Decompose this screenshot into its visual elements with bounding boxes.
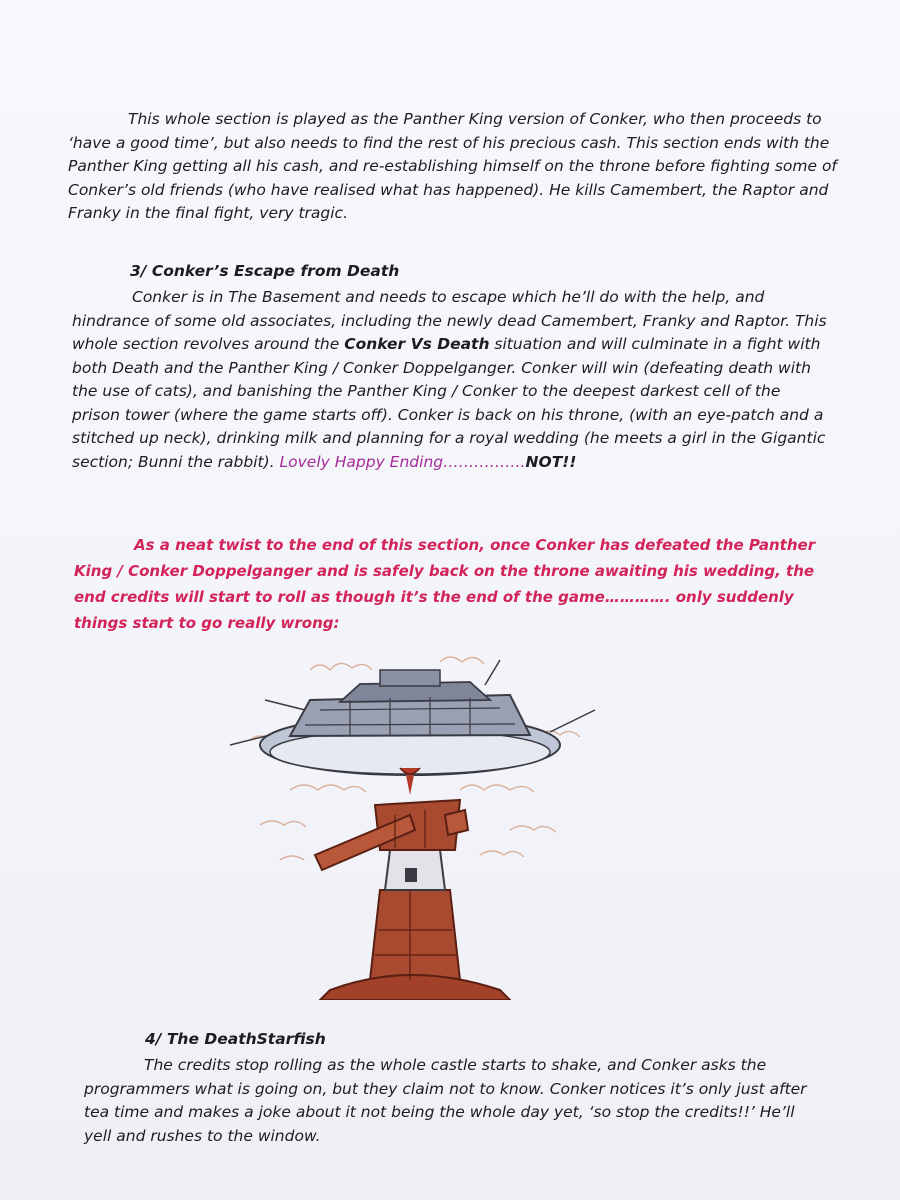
twist-paragraph: As a neat twist to the end of this section, once Conker has defeated the Panther King / Conker Doppelganger and is safely back on the throne awaiting his wedding, the end credits will start to roll as though it’s the end of the game…………. only suddenly things start to go really wrong: xyxy=(74,536,816,632)
section3-bold-phrase: Conker Vs Death xyxy=(344,335,490,353)
section3-paragraph xyxy=(72,286,832,474)
section3-not: NOT!! xyxy=(525,452,577,471)
section4-paragraph: The credits stop rolling as the whole castle starts to shake, and Conker asks the programmers what is going on, but they claim not to know. Conker notices it’s only just after tea time and makes a joke about it not being the whole day yet, ‘so stop the credits!!’ He’ll yell and rushes to the window. xyxy=(84,1056,807,1145)
section2-paragraph: This whole section is played as the Panther King version of Conker, who then proceeds to ‘have a good time’, but also needs to find the rest of his precious cash. This section ends with the Panther King getting all his cash, and re-establishing himself on the throne before fighting some of Conker’s old friends (who have realised what has happened). He kills Camembert, the Raptor and Franky in the final fight, very tragic. xyxy=(68,110,837,222)
section3-text-2: situation and will culminate in a fight with both Death and the Panther King / Conker Doppelganger. Conker will win (defeating death with the use of cats), and banishing the Panther King / Conker to the deepest darkest cell of the prison tower (where the game starts off). Conker is back on his throne, (with an eye-patch and a stitched up neck), drinking milk and planning for a royal wedding (he meets a girl in the Gigantic section; Bunni the rabbit). xyxy=(72,335,826,471)
castle-tower xyxy=(315,800,510,1000)
section4-heading: 4/ The DeathStarfish xyxy=(145,1030,326,1048)
section3-highlight: Lovely Happy Ending……………. xyxy=(279,452,526,471)
saucer xyxy=(230,660,595,795)
section3-text-1: Conker is in The Basement and needs to escape which he’ll do with the help, and hindrance of some old associates, including the newly dead Camembert, Franky and Raptor. This whole section revolves around the xyxy=(72,288,827,353)
section3-heading: 3/ Conker’s Escape from Death xyxy=(130,262,400,280)
flying-saucer-over-castle-tower-illustration xyxy=(210,640,610,1000)
